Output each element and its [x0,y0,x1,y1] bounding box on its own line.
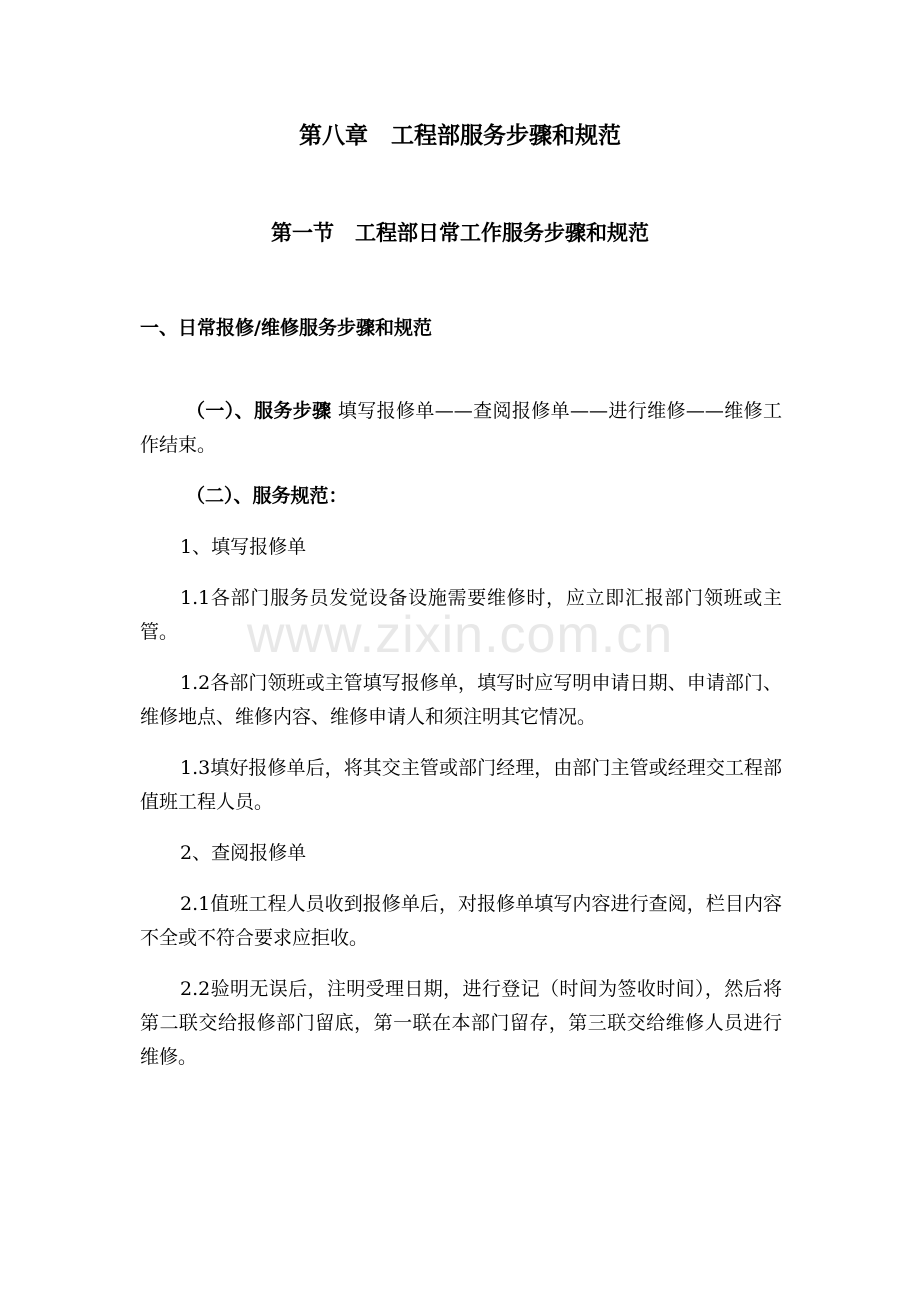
paragraph-item: 2.2验明无误后，注明受理日期，进行登记（时间为签收时间），然后将第二联交给报修部门留底，第一联在本部门留存，第三联交给维修人员进行维修。 [140,978,782,1068]
chapter-title: 第八章 工程部服务步骤和规范 [299,123,621,149]
paragraph-item: 1、填写报修单 [180,536,307,558]
service-steps-label: （一）、服务步骤 [186,400,332,422]
paragraph-item: 1.3填好报修单后，将其交主管或部门经理，由部门主管或经理交工程部值班工程人员。 [140,757,782,813]
paragraph-item: 2.1值班工程人员收到报修单后，对报修单填写内容进行查阅，栏目内容不全或不符合要求应拒收。 [140,893,782,949]
document-body [140,394,782,1091]
paragraph-item: 1.1各部门服务员发觉设备设施需要维修时，应立即汇报部门领班或主管。 [140,587,782,643]
paragraph-item: 1.2各部门领班或主管填写报修单，填写时应写明申请日期、申请部门、维修地点、维修内容、维修申请人和须注明其它情况。 [140,672,782,728]
watermark: www.zixin.com.cn [246,606,674,664]
service-steps-text: 填写报修单——查阅报修单——进行维修——维修工作结束。 [140,400,782,456]
service-norms-label: （二）、服务规范： [186,485,348,507]
paragraph-service-norms [140,479,782,513]
paragraph-service-steps [140,394,782,462]
heading-daily-repair: 一、日常报修/维修服务步骤和规范 [140,317,432,339]
section-title: 第一节 工程部日常工作服务步骤和规范 [271,221,649,245]
paragraph-item: 2、查阅报修单 [180,842,307,864]
